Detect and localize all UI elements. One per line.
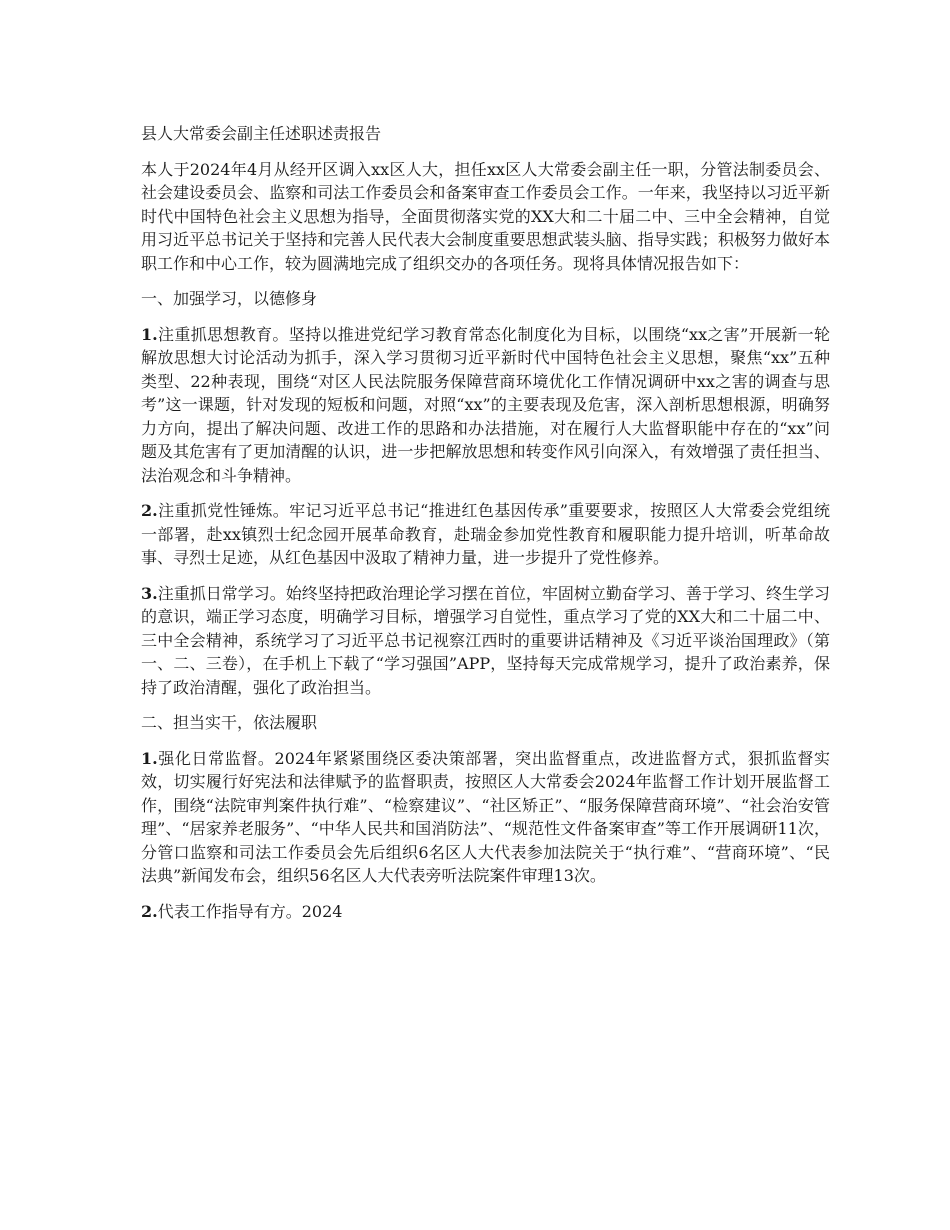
document-title: 县人大常委会副主任述职述责报告: [141, 124, 382, 143]
section-1-item-2: [141, 499, 830, 570]
item-text: 注重抓党性锤炼。牢记习近平总书记“推进红色基因传承”重要要求，按照区人大常委会党组统一部署，赴xx镇烈士纪念园开展革命教育，赴瑞金参加党性教育和履职能力提升培训，听革命故事、寻烈士足迹，从红色基因中汲取了精神力量，进一步提升了党性修养。: [141, 501, 830, 567]
item-number: 2.: [141, 501, 158, 520]
section-2-item-1: [141, 747, 830, 888]
section-heading-1: 一、加强学习，以德修身: [141, 289, 318, 308]
item-number: 1.: [141, 748, 158, 768]
item-number: 2.: [141, 901, 158, 921]
section-2-item-2: [141, 900, 830, 924]
item-number: 3.: [141, 583, 158, 603]
item-text: 注重抓日常学习。始终坚持把政治理论学习摆在首位，牢固树立勤奋学习、善于学习、终生学习的意识，端正学习态度，明确学习目标，增强学习自觉性，重点学习了党的XX大和二十届二中、三中全会精神，系统学习了习近平总书记视察江西时的重要讲话精神及《习近平谈治国理政》（第一、二、三卷），在手机上下载了“学习强国”APP，坚持每天完成常规学习，提升了政治素养，保持了政治清醒，强化了政治担当。: [141, 583, 830, 697]
section-1-item-3: [141, 582, 830, 700]
intro-paragraph: 本人于2024年4月从经开区调入xx区人大，担任xx区人大常委会副主任一职，分管法制委员会、社会建设委员会、监察和司法工作委员会和备案审查工作委员会工作。一年来，我坚持以习近平新时代中国特色社会主义思想为指导，全面贯彻落实党的XX大和二十届二中、三中全会精神，自觉用习近平总书记关于坚持和完善人民代表大会制度重要思想武装头脑、指导实践；积极努力做好本职工作和中心工作，较为圆满地完成了组织交办的各项任务。现将具体情况报告如下：: [141, 159, 830, 273]
section-1-item-1: [141, 323, 830, 488]
item-text: 注重抓思想教育。坚持以推进党纪学习教育常态化制度化为目标，以围绕“xx之害”开展新一轮解放思想大讨论活动为抓手，深入学习贯彻习近平新时代中国特色社会主义思想，聚焦“xx”五种类型、22种表现，围绕“对区人民法院服务保障营商环境优化工作情况调研中xx之害的调查与思考”这一课题，针对发现的短板和问题，对照“xx”的主要表现及危害，深入剖析思想根源，明确努力方向，提出了解决问题、改进工作的思路和办法措施，对在履行人大监督职能中存在的“xx”问题及其危害有了更加清醒的认识，进一步把解放思想和转变作风引向深入，有效增强了责任担当、法治观念和斗争精神。: [141, 324, 830, 485]
item-text: 强化日常监督。2024年紧紧围绕区委决策部署，突出监督重点，改进监督方式，狠抓监督实效，切实履行好宪法和法律赋予的监督职责，按照区人大常委会2024年监督工作计划开展监督工作，围绕“法院审判案件执行难”、“检察建议”、“社区矫正”、“服务保障营商环境”、“社会治安管理”、“居家养老服务”、“中华人民共和国消防法”、“规范性文件备案审查”等工作开展调研11次，分管口监察和司法工作委员会先后组织6名区人大代表参加法院关于“执行难”、“营商环境”、“民法典”新闻发布会，组织56名区人大代表旁听法院案件审理13次。: [141, 748, 830, 885]
section-heading-2: 二、担当实干，依法履职: [141, 713, 318, 732]
item-number: 1.: [141, 324, 158, 344]
item-text: 代表工作指导有方。2024: [157, 901, 343, 921]
